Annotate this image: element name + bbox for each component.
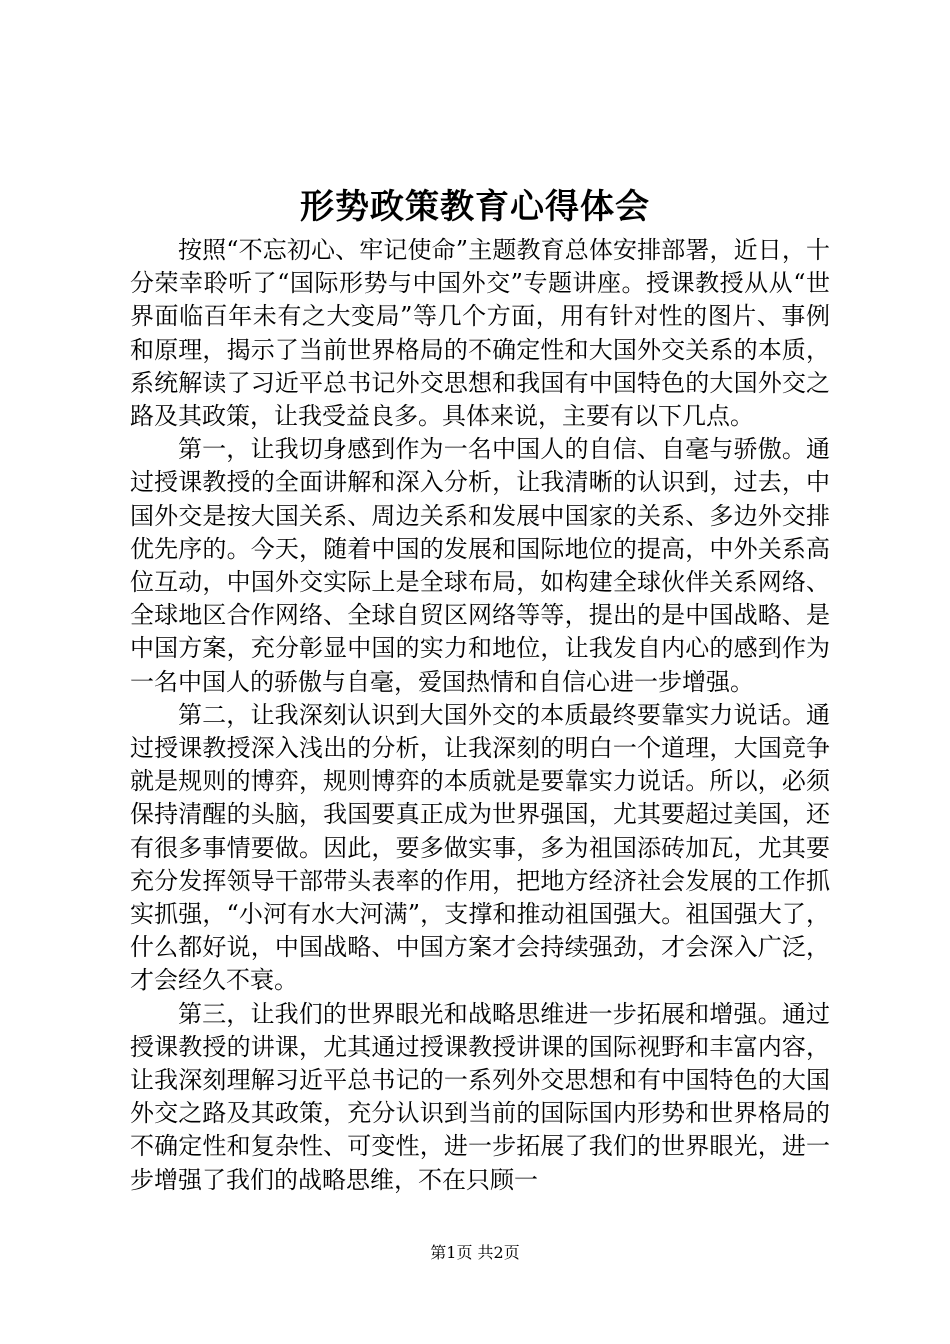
paragraph-intro: 按照“不忘初心、牢记使命”主题教育总体安排部署，近日，十分荣幸聆听了“国际形势与中国外交”专题讲座。授课教授从从“世界面临百年未有之大变局”等几个方面，用有针对性的图片、事例和原理，揭示了当前世界格局的不确定性和大国外交关系的本质，系统解读了习近平总书记外交思想和我国有中国特色的大国外交之路及其政策，让我受益良多。具体来说，主要有以下几点。 (130, 236, 830, 431)
paragraph-first-point: 第一，让我切身感到作为一名中国人的自信、自毫与骄傲。通过授课教授的全面讲解和深入分析，让我清晰的认识到，过去，中国外交是按大国关系、周边关系和发展中国家的关系、多边外交排优先序的。今天，随着中国的发展和国际地位的提高，中外关系高位互动，中国外交实际上是全球布局，如构建全球伙伴关系网络、全球地区合作网络、全球自贸区网络等等，提出的是中国战略、是中国方案，充分彰显中国的实力和地位，让我发自内心的感到作为一名中国人的骄傲与自毫，爱国热情和自信心进一步增强。 (130, 435, 830, 696)
paragraph-second-point: 第二，让我深刻认识到大国外交的本质最终要靠实力说话。通过授课教授深入浅出的分析，让我深刻的明白一个道理，大国竞争就是规则的博弈，规则博弈的本质就是要靠实力说话。所以，必须保持清醒的头脑，我国要真正成为世界强国，尤其要超过美国，还有很多事情要做。因此，要多做实事，多为祖国添砖加瓦，尤其要充分发挥领导干部带头表率的作用，把地方经济社会发展的工作抓实抓强，“小河有水大河满”，支撑和推动祖国强大。祖国强大了，什么都好说，中国战略、中国方案才会持续强劲，才会深入广泛，才会经久不衰。 (130, 700, 830, 995)
paragraph-third-point: 第三，让我们的世界眼光和战略思维进一步拓展和增强。通过授课教授的讲课，尤其通过授课教授讲课的国际视野和丰富内容，让我深刻理解习近平总书记的一系列外交思想和有中国特色的大国外交之路及其政策，充分认识到当前的国际国内形势和世界格局的不确定性和复杂性、可变性，进一步拓展了我们的世界眼光，进一步增强了我们的战略思维，不在只顾一 (130, 999, 830, 1194)
document-body (130, 234, 830, 1197)
page-number-footer: 第1页 共2页 (430, 1243, 520, 1262)
document-title: 形势政策教育心得体会 (300, 187, 650, 227)
